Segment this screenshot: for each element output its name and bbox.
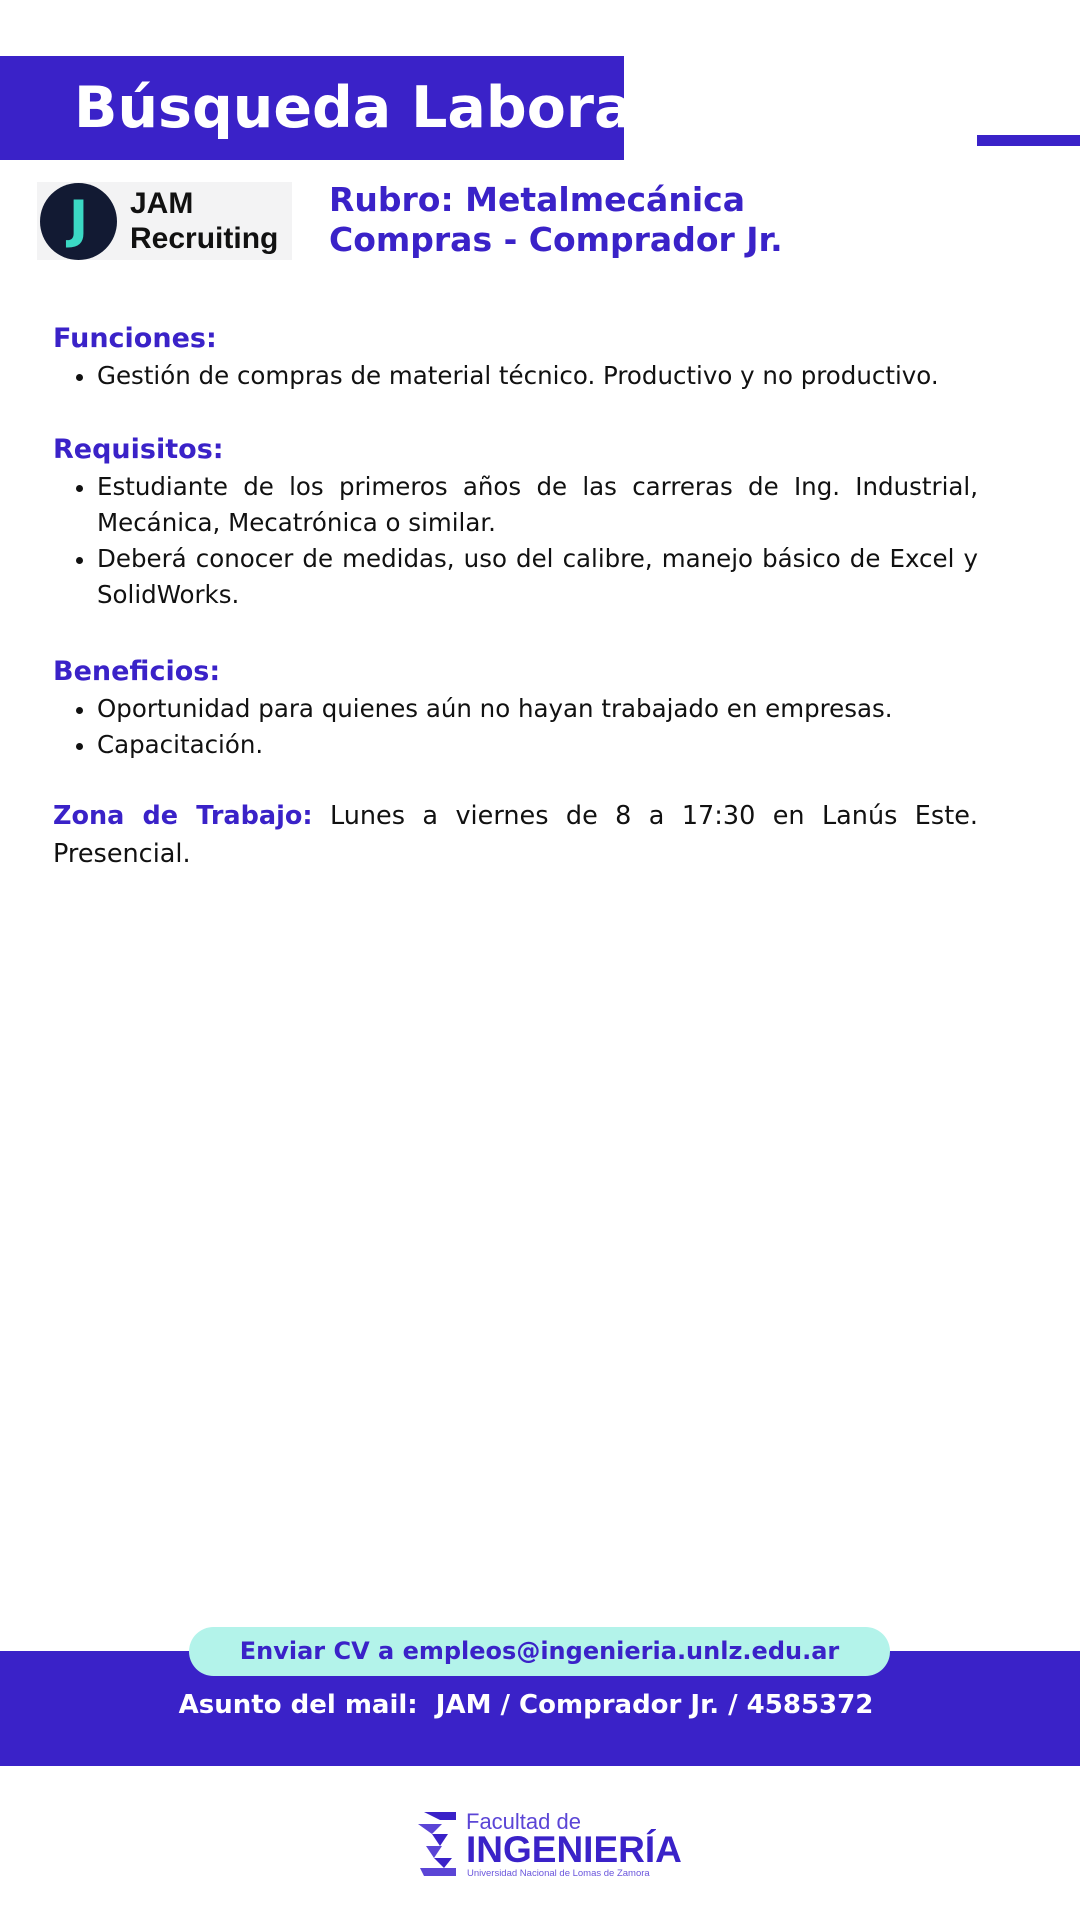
list-item: • Oportunidad para quienes aún no hayan trabajado en empresas. bbox=[97, 691, 978, 727]
facultad-ingenieria-logo bbox=[418, 1809, 682, 1879]
jam-recruiting-logo bbox=[37, 182, 292, 260]
send-cv-text: Enviar CV a empleos@ingenieria.unlz.edu.ar bbox=[239, 1637, 840, 1665]
send-cv-pill bbox=[189, 1627, 890, 1676]
logo-mark bbox=[40, 183, 117, 260]
position-line: Compras - Comprador Jr. bbox=[329, 220, 783, 259]
logo-line-1: JAM bbox=[130, 187, 194, 220]
zona-label: Zona de Trabajo: bbox=[53, 801, 313, 831]
facultad-line-2: INGENIERÍA bbox=[466, 1829, 682, 1870]
beneficios-section bbox=[53, 653, 978, 763]
job-subtitle bbox=[329, 180, 1049, 260]
list-item: • Capacitación. bbox=[97, 727, 978, 763]
mail-subject: Asunto del mail: JAM / Comprador Jr. / 4585372 bbox=[178, 1690, 874, 1720]
zona-text: Lunes a viernes de 8 a 17:30 en Lanús Este. Presencial. bbox=[53, 801, 978, 869]
rubro-line: Rubro: Metalmecánica bbox=[329, 180, 745, 219]
funciones-section bbox=[53, 320, 978, 394]
logo-letter: J bbox=[68, 189, 89, 250]
list-item: • Estudiante de los primeros años de las carreras de Ing. Industrial, Mecánica, Mecatrónica o similar. bbox=[97, 469, 978, 541]
zona-section bbox=[53, 797, 978, 873]
decorative-bar bbox=[977, 135, 1080, 146]
beneficios-list bbox=[53, 691, 978, 763]
logo-wordmark bbox=[130, 186, 278, 256]
requisitos-heading: Requisitos: bbox=[53, 434, 224, 465]
page-title-banner bbox=[0, 56, 652, 160]
requisitos-list bbox=[53, 469, 978, 613]
page-title: Búsqueda Laboral bbox=[74, 75, 652, 141]
requisitos-section bbox=[53, 431, 978, 613]
facultad-line-3: Universidad Nacional de Lomas de Zamora bbox=[467, 1868, 650, 1879]
list-item: • Gestión de compras de material técnico. Productivo y no productivo. bbox=[97, 358, 978, 394]
funciones-list bbox=[53, 358, 978, 394]
ingenieria-emblem-icon bbox=[418, 1812, 458, 1876]
list-item: • Deberá conocer de medidas, uso del calibre, manejo básico de Excel y SolidWorks. bbox=[97, 541, 978, 613]
funciones-heading: Funciones: bbox=[53, 323, 217, 354]
logo-line-2: Recruiting bbox=[130, 222, 279, 255]
beneficios-heading: Beneficios: bbox=[53, 656, 221, 687]
facultad-line-1: Facultad de bbox=[466, 1809, 581, 1834]
